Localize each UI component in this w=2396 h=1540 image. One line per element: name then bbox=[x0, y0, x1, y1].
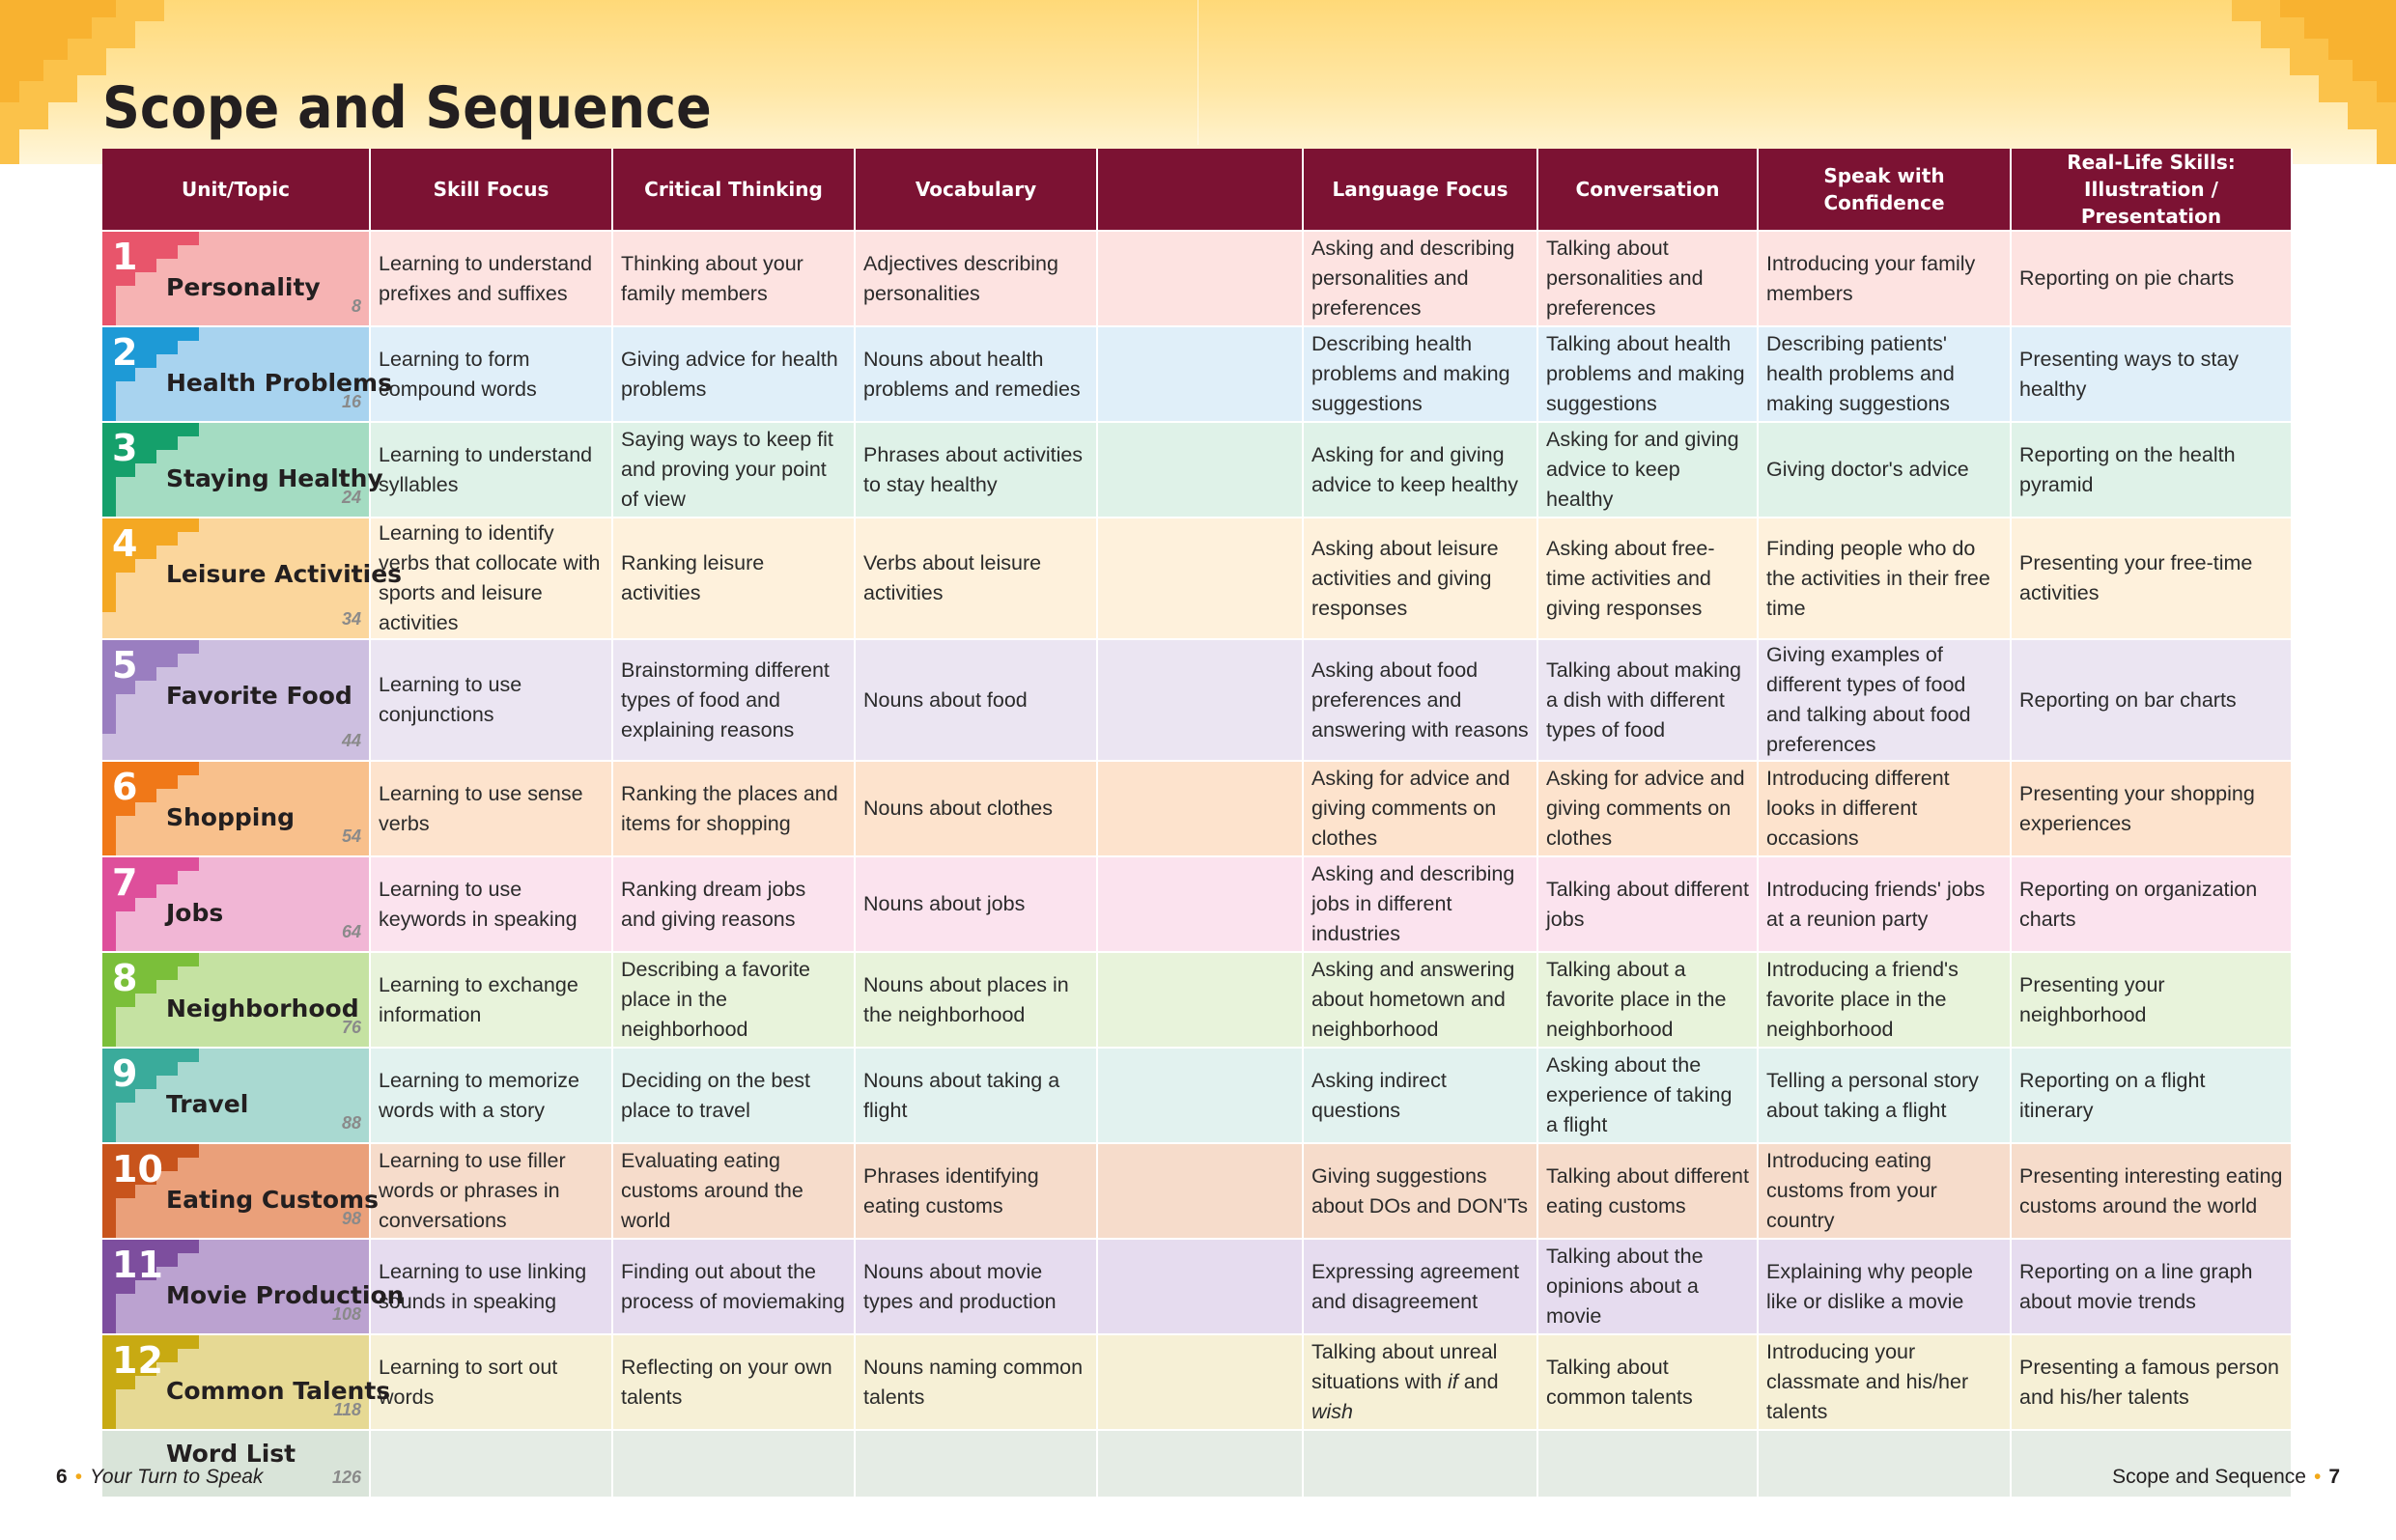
header-speak-with-confidence: Speak with Confidence bbox=[1758, 149, 2011, 231]
header-language-focus: Language Focus bbox=[1303, 149, 1537, 231]
word-list-label: Word List bbox=[166, 1440, 296, 1468]
unit-topic-cell bbox=[102, 761, 370, 856]
unit-topic-cell bbox=[102, 326, 392, 422]
unit-name: Neighborhood bbox=[166, 994, 359, 1022]
cell-vocabulary: Nouns about food bbox=[855, 639, 1097, 761]
unit-name: Leisure Activities bbox=[166, 560, 403, 588]
page-title: Scope and Sequence bbox=[102, 74, 712, 142]
language-text: Talking about unreal situations with bbox=[1311, 1340, 1498, 1393]
unit-name: Staying Healthy bbox=[166, 464, 383, 492]
cell-blank bbox=[1097, 952, 1303, 1048]
cell-blank bbox=[1097, 1143, 1303, 1239]
header-real-life-line1: Real-Life Skills: bbox=[2067, 151, 2236, 174]
cell-speak-with-confidence: Finding people who do the activities in their free time bbox=[1758, 518, 2011, 639]
unit-name: Eating Customs bbox=[166, 1186, 379, 1214]
cell-conversation: Asking about the experience of taking a flight bbox=[1537, 1048, 1758, 1143]
unit-number: 12 bbox=[112, 1339, 163, 1382]
unit-name: Travel bbox=[166, 1090, 249, 1118]
unit-topic-cell bbox=[102, 639, 370, 761]
unit-name: Common Talents bbox=[166, 1377, 391, 1405]
cell-skill-focus: Learning to use sense verbs bbox=[370, 761, 612, 856]
cell-real-life-skills: Reporting on the health pyramid bbox=[2011, 422, 2292, 518]
footer-right bbox=[2112, 1466, 2340, 1489]
header-vocabulary: Vocabulary bbox=[855, 149, 1097, 231]
cell-vocabulary: Nouns about taking a flight bbox=[855, 1048, 1097, 1143]
header-critical-thinking: Critical Thinking bbox=[612, 149, 855, 231]
cell-language-focus bbox=[1303, 1334, 1537, 1430]
table-row bbox=[102, 639, 2292, 761]
cell-vocabulary: Nouns about health problems and remedies bbox=[855, 326, 1097, 422]
cell-vocabulary: Nouns about movie types and production bbox=[855, 1239, 1097, 1334]
cell-language-focus: Expressing agreement and disagreement bbox=[1303, 1239, 1537, 1334]
footer-bullet-icon: • bbox=[2313, 1466, 2322, 1488]
cell-blank bbox=[1097, 761, 1303, 856]
cell-critical-thinking: Describing a favorite place in the neighborhood bbox=[612, 952, 855, 1048]
cell-conversation: Asking about free-time activities and giving responses bbox=[1537, 518, 1758, 639]
cell-language-focus: Asking and describing personalities and preferences bbox=[1303, 231, 1537, 326]
unit-page-number: 88 bbox=[341, 1113, 361, 1133]
cell-blank bbox=[1097, 856, 1303, 952]
table-row bbox=[102, 761, 2292, 856]
unit-number: 4 bbox=[112, 522, 138, 565]
language-if: if bbox=[1448, 1370, 1458, 1393]
cell-speak-with-confidence: Introducing friends' jobs at a reunion party bbox=[1758, 856, 2011, 952]
unit-page-number: 118 bbox=[333, 1400, 361, 1419]
scope-sequence-table bbox=[102, 149, 2293, 1497]
footer-bullet-icon: • bbox=[74, 1466, 83, 1488]
cell-vocabulary: Phrases identifying eating customs bbox=[855, 1143, 1097, 1239]
footer-right-label: Scope and Sequence bbox=[2112, 1466, 2306, 1488]
corner-steps-right-icon bbox=[2232, 0, 2396, 164]
empty-cell bbox=[370, 1430, 612, 1497]
cell-conversation: Talking about different jobs bbox=[1537, 856, 1758, 952]
empty-cell bbox=[1097, 1430, 1303, 1497]
header-skill-focus: Skill Focus bbox=[370, 149, 612, 231]
cell-language-focus: Asking and describing jobs in different industries bbox=[1303, 856, 1537, 952]
unit-topic-cell bbox=[102, 1239, 405, 1334]
cell-blank bbox=[1097, 326, 1303, 422]
table-row bbox=[102, 1048, 2292, 1143]
footer-left-page-number: 6 bbox=[56, 1466, 68, 1488]
table-row bbox=[102, 952, 2292, 1048]
cell-speak-with-confidence: Introducing a friend's favorite place in the neighborhood bbox=[1758, 952, 2011, 1048]
word-list-page-number: 126 bbox=[331, 1468, 361, 1487]
footer-left bbox=[56, 1466, 263, 1489]
cell-speak-with-confidence: Explaining why people like or dislike a movie bbox=[1758, 1239, 2011, 1334]
cell-conversation: Asking for advice and giving comments on clothes bbox=[1537, 761, 1758, 856]
cell-blank bbox=[1097, 231, 1303, 326]
unit-name: Personality bbox=[166, 273, 321, 301]
cell-blank bbox=[1097, 422, 1303, 518]
cell-skill-focus: Learning to understand prefixes and suffixes bbox=[370, 231, 612, 326]
cell-skill-focus: Learning to use linking sounds in speaking bbox=[370, 1239, 612, 1334]
cell-language-focus: Asking indirect questions bbox=[1303, 1048, 1537, 1143]
cell-conversation: Talking about different eating customs bbox=[1537, 1143, 1758, 1239]
header-conversation: Conversation bbox=[1537, 149, 1758, 231]
cell-conversation: Talking about a favorite place in the neighborhood bbox=[1537, 952, 1758, 1048]
cell-real-life-skills: Reporting on bar charts bbox=[2011, 639, 2292, 761]
cell-critical-thinking: Brainstorming different types of food and explaining reasons bbox=[612, 639, 855, 761]
cell-skill-focus: Learning to understand syllables bbox=[370, 422, 612, 518]
cell-language-focus: Asking for advice and giving comments on clothes bbox=[1303, 761, 1537, 856]
header-real-life-line2: Illustration / Presentation bbox=[2080, 178, 2222, 228]
header-unit-topic: Unit/Topic bbox=[102, 149, 370, 231]
cell-vocabulary: Verbs about leisure activities bbox=[855, 518, 1097, 639]
table-row bbox=[102, 1334, 2292, 1430]
unit-number: 2 bbox=[112, 331, 138, 374]
unit-name: Favorite Food bbox=[166, 682, 352, 710]
cell-critical-thinking: Saying ways to keep fit and proving your point of view bbox=[612, 422, 855, 518]
cell-real-life-skills: Presenting ways to stay healthy bbox=[2011, 326, 2292, 422]
table-row bbox=[102, 518, 2292, 639]
cell-skill-focus: Learning to use keywords in speaking bbox=[370, 856, 612, 952]
table-row bbox=[102, 1143, 2292, 1239]
header-real-life-skills bbox=[2011, 149, 2292, 231]
cell-blank bbox=[1097, 1239, 1303, 1334]
cell-critical-thinking: Finding out about the process of moviemaking bbox=[612, 1239, 855, 1334]
cell-real-life-skills: Reporting on organization charts bbox=[2011, 856, 2292, 952]
cell-real-life-skills: Presenting interesting eating customs around the world bbox=[2011, 1143, 2292, 1239]
cell-conversation: Talking about health problems and making suggestions bbox=[1537, 326, 1758, 422]
cell-conversation: Talking about personalities and preferences bbox=[1537, 231, 1758, 326]
cell-language-focus: Asking and answering about hometown and neighborhood bbox=[1303, 952, 1537, 1048]
cell-critical-thinking: Deciding on the best place to travel bbox=[612, 1048, 855, 1143]
table-row bbox=[102, 326, 2292, 422]
cell-speak-with-confidence: Introducing eating customs from your country bbox=[1758, 1143, 2011, 1239]
cell-language-focus: Describing health problems and making suggestions bbox=[1303, 326, 1537, 422]
unit-page-number: 16 bbox=[341, 392, 361, 411]
cell-vocabulary: Adjectives describing personalities bbox=[855, 231, 1097, 326]
unit-page-number: 44 bbox=[341, 731, 361, 750]
cell-language-focus: Giving suggestions about DOs and DON'Ts bbox=[1303, 1143, 1537, 1239]
unit-topic-cell bbox=[102, 1048, 370, 1143]
header-row bbox=[102, 149, 2292, 231]
unit-number: 9 bbox=[112, 1052, 138, 1095]
cell-conversation: Talking about making a dish with different types of food bbox=[1537, 639, 1758, 761]
cell-conversation: Talking about common talents bbox=[1537, 1334, 1758, 1430]
cell-speak-with-confidence: Introducing different looks in different occasions bbox=[1758, 761, 2011, 856]
cell-speak-with-confidence: Giving doctor's advice bbox=[1758, 422, 2011, 518]
unit-page-number: 64 bbox=[341, 922, 361, 941]
cell-real-life-skills: Presenting your shopping experiences bbox=[2011, 761, 2292, 856]
header-blank bbox=[1097, 149, 1303, 231]
cell-skill-focus: Learning to use filler words or phrases in conversations bbox=[370, 1143, 612, 1239]
cell-vocabulary: Nouns about jobs bbox=[855, 856, 1097, 952]
empty-cell bbox=[855, 1430, 1097, 1497]
unit-topic-cell bbox=[102, 1334, 391, 1430]
unit-page-number: 54 bbox=[341, 826, 361, 846]
cell-real-life-skills: Reporting on a line graph about movie trends bbox=[2011, 1239, 2292, 1334]
cell-critical-thinking: Reflecting on your own talents bbox=[612, 1334, 855, 1430]
cell-skill-focus: Learning to identify verbs that collocate with sports and leisure activities bbox=[370, 518, 612, 639]
unit-topic-cell bbox=[102, 952, 370, 1048]
cell-language-focus: Asking about food preferences and answering with reasons bbox=[1303, 639, 1537, 761]
cell-critical-thinking: Ranking dream jobs and giving reasons bbox=[612, 856, 855, 952]
cell-blank bbox=[1097, 518, 1303, 639]
cell-critical-thinking: Ranking leisure activities bbox=[612, 518, 855, 639]
table-row-word-list bbox=[102, 1430, 2292, 1497]
cell-real-life-skills: Reporting on a flight itinerary bbox=[2011, 1048, 2292, 1143]
unit-page-number: 34 bbox=[341, 609, 361, 629]
cell-blank bbox=[1097, 639, 1303, 761]
unit-number: 10 bbox=[112, 1148, 163, 1190]
unit-number: 5 bbox=[112, 644, 138, 686]
unit-page-number: 8 bbox=[351, 296, 361, 316]
unit-name: Health Problems bbox=[166, 369, 392, 397]
unit-number: 8 bbox=[112, 957, 138, 999]
cell-real-life-skills: Presenting a famous person and his/her talents bbox=[2011, 1334, 2292, 1430]
table-row bbox=[102, 231, 2292, 326]
cell-skill-focus: Learning to memorize words with a story bbox=[370, 1048, 612, 1143]
cell-conversation: Talking about the opinions about a movie bbox=[1537, 1239, 1758, 1334]
unit-topic-cell bbox=[102, 518, 403, 639]
cell-vocabulary: Nouns about places in the neighborhood bbox=[855, 952, 1097, 1048]
cell-real-life-skills: Reporting on pie charts bbox=[2011, 231, 2292, 326]
unit-number: 7 bbox=[112, 861, 138, 904]
table-row bbox=[102, 856, 2292, 952]
unit-number: 11 bbox=[112, 1244, 163, 1286]
unit-topic-cell bbox=[102, 856, 370, 952]
cell-skill-focus: Learning to use conjunctions bbox=[370, 639, 612, 761]
cell-blank bbox=[1097, 1048, 1303, 1143]
cell-real-life-skills: Presenting your free-time activities bbox=[2011, 518, 2292, 639]
empty-cell bbox=[1537, 1430, 1758, 1497]
cell-vocabulary: Phrases about activities to stay healthy bbox=[855, 422, 1097, 518]
cell-speak-with-confidence: Introducing your classmate and his/her talents bbox=[1758, 1334, 2011, 1430]
unit-name: Shopping bbox=[166, 803, 296, 831]
empty-cell bbox=[1758, 1430, 2011, 1497]
cell-critical-thinking: Thinking about your family members bbox=[612, 231, 855, 326]
unit-topic-cell bbox=[102, 231, 370, 326]
cell-vocabulary: Nouns naming common talents bbox=[855, 1334, 1097, 1430]
cell-vocabulary: Nouns about clothes bbox=[855, 761, 1097, 856]
cell-language-focus: Asking for and giving advice to keep healthy bbox=[1303, 422, 1537, 518]
footer-right-page-number: 7 bbox=[2328, 1466, 2340, 1488]
cell-speak-with-confidence: Introducing your family members bbox=[1758, 231, 2011, 326]
language-and: and bbox=[1457, 1370, 1499, 1393]
unit-topic-cell bbox=[102, 1143, 379, 1239]
cell-skill-focus: Learning to sort out words bbox=[370, 1334, 612, 1430]
cell-speak-with-confidence: Giving examples of different types of food and talking about food preferences bbox=[1758, 639, 2011, 761]
empty-cell bbox=[1303, 1430, 1537, 1497]
cell-speak-with-confidence: Telling a personal story about taking a flight bbox=[1758, 1048, 2011, 1143]
empty-cell bbox=[612, 1430, 855, 1497]
unit-number: 3 bbox=[112, 427, 138, 469]
table-row bbox=[102, 1239, 2292, 1334]
cell-speak-with-confidence: Describing patients' health problems and making suggestions bbox=[1758, 326, 2011, 422]
cell-critical-thinking: Giving advice for health problems bbox=[612, 326, 855, 422]
unit-name: Jobs bbox=[166, 899, 224, 927]
cell-skill-focus: Learning to exchange information bbox=[370, 952, 612, 1048]
footer-book-title: Your Turn to Speak bbox=[90, 1466, 264, 1488]
table-row bbox=[102, 422, 2292, 518]
unit-name: Movie Production bbox=[166, 1281, 405, 1309]
cell-critical-thinking: Evaluating eating customs around the world bbox=[612, 1143, 855, 1239]
language-wish: wish bbox=[1311, 1400, 1354, 1423]
cell-skill-focus: Learning to form compound words bbox=[370, 326, 612, 422]
unit-page-number: 76 bbox=[341, 1018, 361, 1037]
unit-page-number: 24 bbox=[341, 488, 361, 507]
unit-page-number: 98 bbox=[341, 1209, 361, 1228]
cell-critical-thinking: Ranking the places and items for shopping bbox=[612, 761, 855, 856]
cell-real-life-skills: Presenting your neighborhood bbox=[2011, 952, 2292, 1048]
unit-number: 6 bbox=[112, 766, 138, 808]
cell-language-focus: Asking about leisure activities and giving responses bbox=[1303, 518, 1537, 639]
unit-number: 1 bbox=[112, 236, 138, 278]
unit-page-number: 108 bbox=[331, 1304, 361, 1324]
cell-blank bbox=[1097, 1334, 1303, 1430]
cell-conversation: Asking for and giving advice to keep healthy bbox=[1537, 422, 1758, 518]
unit-topic-cell bbox=[102, 422, 383, 518]
